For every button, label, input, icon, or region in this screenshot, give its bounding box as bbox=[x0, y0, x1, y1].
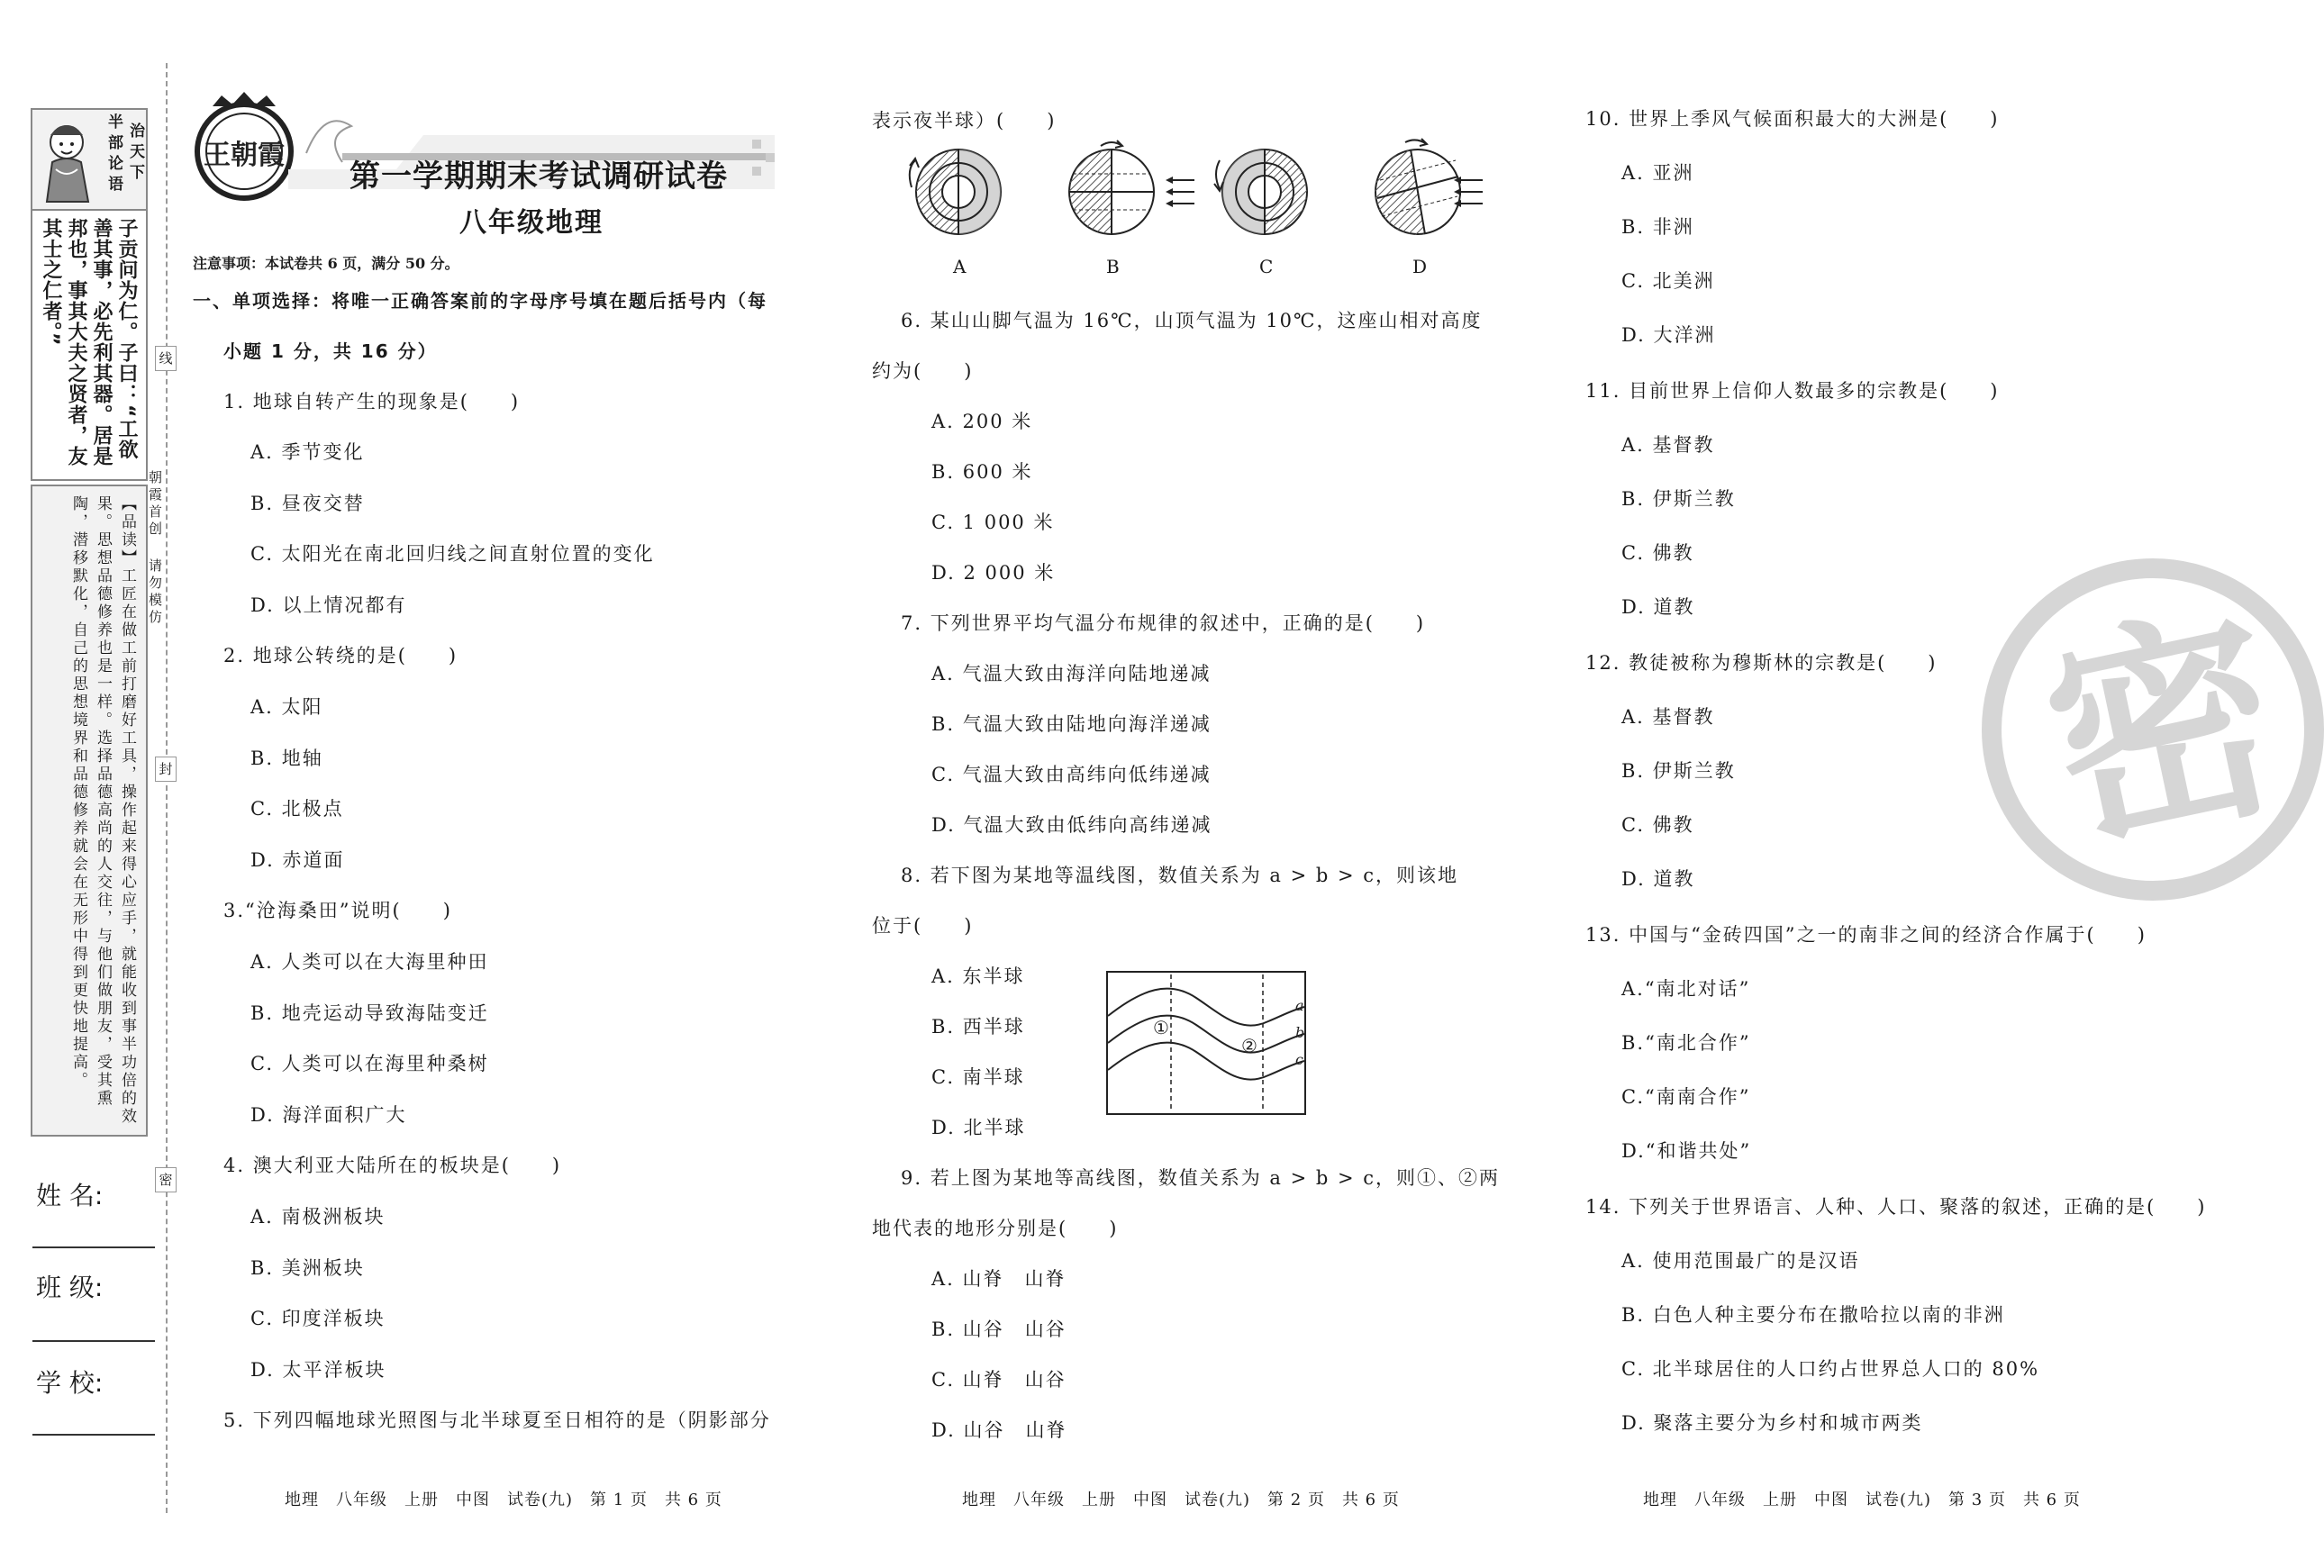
option-1a[interactable]: A. 季节变化 bbox=[250, 441, 365, 463]
option-3a[interactable]: A. 人类可以在大海里种田 bbox=[250, 951, 489, 973]
option-9c[interactable]: C. 山脊 山谷 bbox=[931, 1369, 1067, 1391]
globe-label-a: A bbox=[953, 256, 967, 277]
side-text-1: 朝霞首创 bbox=[147, 470, 163, 539]
question-11: 11. 目前世界上信仰人数最多的宗教是( ) bbox=[1585, 380, 2000, 402]
option-8b[interactable]: B. 西半球 bbox=[931, 1016, 1025, 1038]
watermark-char: 密 bbox=[2026, 579, 2301, 883]
option-7a[interactable]: A. 气温大致由海洋向陆地递减 bbox=[931, 663, 1212, 684]
exam-notice: 注意事项：本试卷共 6 页，满分 50 分。 bbox=[193, 255, 459, 272]
motto-chars-2: 治天下 bbox=[126, 122, 144, 185]
section-heading: 一、单项选择：将唯一正确答案前的字母序号填在题后括号内（每 bbox=[193, 290, 767, 312]
question-1: 1. 地球自转产生的现象是( ) bbox=[223, 391, 521, 412]
footer-page-2: 地理 八年级 上册 中图 试卷(九) 第 2 页 共 6 页 bbox=[962, 1491, 1400, 1509]
iso-point-1: ① bbox=[1153, 1017, 1169, 1038]
option-1b[interactable]: B. 昼夜交替 bbox=[250, 493, 365, 514]
option-11b[interactable]: B. 伊斯兰教 bbox=[1621, 488, 1736, 510]
globe-label-b: B bbox=[1106, 256, 1120, 277]
option-13b[interactable]: B.“南北合作” bbox=[1621, 1032, 1751, 1054]
option-11c[interactable]: C. 佛教 bbox=[1621, 542, 1694, 564]
question-6: 6. 某山山脚气温为 16℃，山顶气温为 10℃，这座山相对高度 bbox=[901, 310, 1483, 331]
option-12b[interactable]: B. 伊斯兰教 bbox=[1621, 760, 1736, 782]
option-9d[interactable]: D. 山谷 山脊 bbox=[931, 1419, 1067, 1441]
seal-mi: 密 bbox=[155, 1167, 177, 1192]
question-8-cont: 位于( ) bbox=[872, 915, 974, 937]
question-13: 13. 中国与“金砖四国”之一的南非之间的经济合作属于( ) bbox=[1585, 924, 2147, 946]
option-2d[interactable]: D. 赤道面 bbox=[250, 849, 345, 871]
question-14: 14. 下列关于世界语言、人种、人口、聚落的叙述，正确的是( ) bbox=[1585, 1196, 2207, 1218]
commentary-text: 【品读】工匠在做工前打磨好工具，操作起来得心应手，就能收到事半功倍的效果。思想品德修养也是一样。选择品德高尚的人交往，与他们做朋友，受其熏陶，潜移默化，自己的思想境界和品德修养就会在无形中得到更快地提高。 bbox=[69, 495, 136, 1126]
option-10a[interactable]: A. 亚洲 bbox=[1621, 162, 1694, 184]
option-4c[interactable]: C. 印度洋板块 bbox=[250, 1308, 386, 1329]
globe-label-c: C bbox=[1259, 256, 1274, 277]
motto-chars: 半部论语 bbox=[104, 113, 123, 196]
option-8a[interactable]: A. 东半球 bbox=[931, 965, 1025, 987]
option-12c[interactable]: C. 佛教 bbox=[1621, 814, 1694, 836]
option-14c[interactable]: C. 北半球居住的人口约占世界总人口的 80% bbox=[1621, 1358, 2040, 1380]
option-14b[interactable]: B. 白色人种主要分布在撒哈拉以南的非洲 bbox=[1621, 1304, 2005, 1326]
option-4a[interactable]: A. 南极洲板块 bbox=[250, 1206, 386, 1228]
option-4b[interactable]: B. 美洲板块 bbox=[250, 1257, 365, 1279]
option-2c[interactable]: C. 北极点 bbox=[250, 798, 344, 820]
logo-text: 王朝霞 bbox=[204, 140, 285, 171]
footer-page-1: 地理 八年级 上册 中图 试卷(九) 第 1 页 共 6 页 bbox=[285, 1491, 722, 1509]
question-8: 8. 若下图为某地等温线图，数值关系为 a > b > c，则该地 bbox=[901, 865, 1459, 886]
option-3c[interactable]: C. 人类可以在海里种桑树 bbox=[250, 1053, 489, 1074]
scholar-cartoon-icon bbox=[36, 115, 99, 204]
cut-line bbox=[166, 63, 168, 1513]
name-label: 姓 名: bbox=[36, 1181, 104, 1210]
option-6a[interactable]: A. 200 米 bbox=[931, 411, 1033, 432]
iso-label-b: b bbox=[1295, 1024, 1305, 1041]
option-1d[interactable]: D. 以上情况都有 bbox=[250, 594, 407, 616]
option-7d[interactable]: D. 气温大致由低纬向高纬递减 bbox=[931, 814, 1212, 836]
option-10d[interactable]: D. 大洋洲 bbox=[1621, 324, 1716, 346]
option-12d[interactable]: D. 道教 bbox=[1621, 868, 1695, 890]
option-13c[interactable]: C.“南南合作” bbox=[1621, 1086, 1751, 1108]
question-9: 9. 若上图为某地等高线图，数值关系为 a > b > c，则①、②两 bbox=[901, 1167, 1501, 1189]
exam-title: 第一学期期末考试调研试卷 bbox=[350, 159, 728, 195]
option-2b[interactable]: B. 地轴 bbox=[250, 748, 323, 769]
section-heading-cont: 小题 1 分，共 16 分） bbox=[223, 340, 438, 362]
motto-box bbox=[31, 108, 148, 211]
option-6d[interactable]: D. 2 000 米 bbox=[931, 562, 1056, 584]
option-3d[interactable]: D. 海洋面积广大 bbox=[250, 1104, 407, 1126]
question-9-cont: 地代表的地形分别是( ) bbox=[872, 1218, 1119, 1239]
name-field[interactable] bbox=[32, 1246, 155, 1248]
iso-label-a: a bbox=[1295, 997, 1304, 1014]
globe-c bbox=[1214, 150, 1307, 234]
option-3b[interactable]: B. 地壳运动导致海陆变迁 bbox=[250, 1002, 489, 1024]
option-7b[interactable]: B. 气温大致由陆地向海洋递减 bbox=[931, 713, 1212, 735]
school-field[interactable] bbox=[32, 1434, 155, 1436]
option-7c[interactable]: C. 气温大致由高纬向低纬递减 bbox=[931, 764, 1212, 785]
iso-point-2: ② bbox=[1241, 1035, 1257, 1056]
question-2: 2. 地球公转绕的是( ) bbox=[223, 645, 458, 666]
side-text-2: 请勿模仿 bbox=[147, 558, 163, 627]
option-9a[interactable]: A. 山脊 山脊 bbox=[931, 1268, 1067, 1290]
quote-box bbox=[31, 209, 148, 481]
option-6c[interactable]: C. 1 000 米 bbox=[931, 512, 1055, 533]
question-12: 12. 教徒被称为穆斯林的宗教是( ) bbox=[1585, 652, 1938, 674]
option-13a[interactable]: A.“南北对话” bbox=[1621, 978, 1751, 1000]
iso-label-c: c bbox=[1295, 1051, 1303, 1068]
quote-text: 子贡问为仁。子曰：“工欲善其事，必先利其器。居是邦也，事其大夫之贤者，友其士之仁者。” bbox=[40, 218, 138, 467]
question-3: 3.“沧海桑田”说明( ) bbox=[223, 900, 452, 921]
option-8d[interactable]: D. 北半球 bbox=[931, 1117, 1026, 1138]
seal-xian: 线 bbox=[155, 346, 177, 371]
commentary-box bbox=[31, 485, 148, 1137]
footer-page-3: 地理 八年级 上册 中图 试卷(九) 第 3 页 共 6 页 bbox=[1643, 1491, 2081, 1509]
globe-b bbox=[1069, 140, 1194, 234]
brand-logo-icon bbox=[186, 90, 303, 207]
option-10c[interactable]: C. 北美洲 bbox=[1621, 270, 1715, 292]
option-1c[interactable]: C. 太阳光在南北回归线之间直射位置的变化 bbox=[250, 543, 655, 565]
exam-subtitle: 八年级地理 bbox=[459, 207, 604, 239]
option-13d[interactable]: D.“和谐共处” bbox=[1621, 1140, 1752, 1162]
option-11d[interactable]: D. 道教 bbox=[1621, 596, 1695, 618]
option-10b[interactable]: B. 非洲 bbox=[1621, 216, 1694, 238]
option-12a[interactable]: A. 基督教 bbox=[1621, 706, 1715, 728]
question-5-cont: 表示夜半球）( ) bbox=[872, 110, 1057, 131]
option-4d[interactable]: D. 太平洋板块 bbox=[250, 1359, 386, 1381]
question-5: 5. 下列四幅地球光照图与北半球夏至日相符的是（阴影部分 bbox=[223, 1409, 771, 1431]
option-14a[interactable]: A. 使用范围最广的是汉语 bbox=[1621, 1250, 1860, 1272]
question-4: 4. 澳大利亚大陆所在的板块是( ) bbox=[223, 1155, 562, 1176]
globe-d bbox=[1375, 139, 1483, 235]
option-11a[interactable]: A. 基督教 bbox=[1621, 434, 1715, 456]
option-6b[interactable]: B. 600 米 bbox=[931, 461, 1033, 483]
option-14d[interactable]: D. 聚落主要分为乡村和城市两类 bbox=[1621, 1412, 1923, 1434]
class-label: 班 级: bbox=[36, 1273, 104, 1302]
option-2a[interactable]: A. 太阳 bbox=[250, 696, 323, 718]
school-label: 学 校: bbox=[36, 1368, 104, 1398]
isoline-diagram bbox=[1106, 971, 1306, 1115]
question-6-cont: 约为( ) bbox=[872, 360, 974, 382]
watermark-stamp bbox=[1982, 558, 2324, 901]
option-9b[interactable]: B. 山谷 山谷 bbox=[931, 1319, 1067, 1340]
option-8c[interactable]: C. 南半球 bbox=[931, 1066, 1025, 1088]
question-7: 7. 下列世界平均气温分布规律的叙述中，正确的是( ) bbox=[901, 612, 1426, 634]
seal-feng: 封 bbox=[155, 757, 177, 782]
question-10: 10. 世界上季风气候面积最大的大洲是( ) bbox=[1585, 108, 2000, 130]
globe-label-d: D bbox=[1412, 256, 1428, 277]
earth-illumination-diagrams bbox=[897, 133, 1492, 250]
globe-a bbox=[910, 150, 1001, 234]
class-field[interactable] bbox=[32, 1340, 155, 1342]
